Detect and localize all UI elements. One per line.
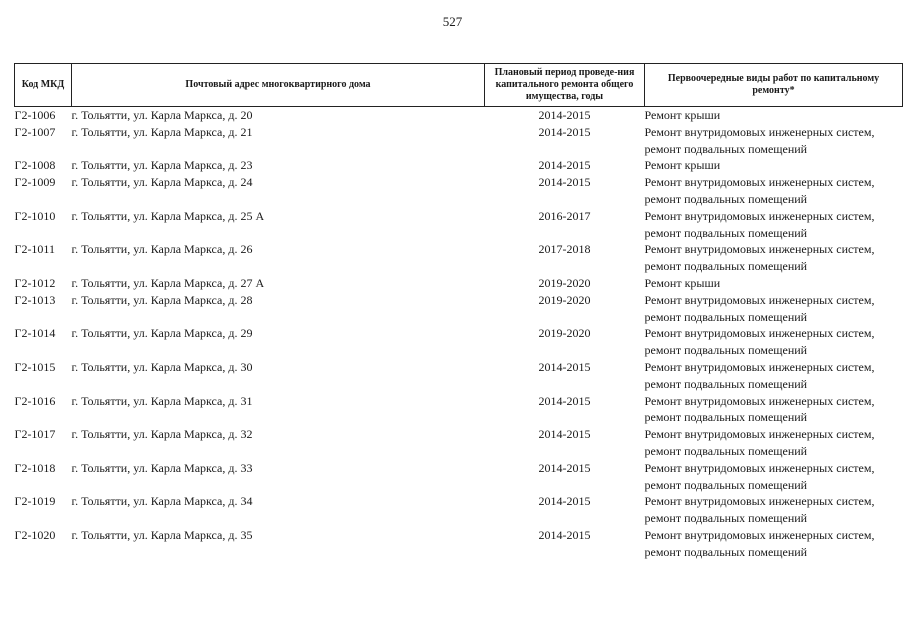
cell-period: 2014-2015 <box>538 393 591 408</box>
cell-address: г. Тольятти, ул. Карла Маркса, д. 33 <box>71 460 253 475</box>
works-line-2: ремонт подвальных помещений <box>644 443 808 458</box>
cell-address: г. Тольятти, ул. Карла Маркса, д. 34 <box>71 494 253 509</box>
cell-period: 2016-2017 <box>538 208 591 223</box>
cell-code: Г2-1019 <box>14 494 56 509</box>
works-line-1: Ремонт крыши <box>644 158 721 173</box>
cell-period: 2014-2015 <box>538 460 591 475</box>
table-row <box>15 493 903 527</box>
table-row <box>15 157 903 174</box>
table-row <box>15 292 903 326</box>
cell-code: Г2-1020 <box>14 527 56 542</box>
cell-address: г. Тольятти, ул. Карла Маркса, д. 20 <box>71 108 253 122</box>
cell-code: Г2-1009 <box>14 175 56 190</box>
table-row <box>15 527 903 561</box>
table-row <box>15 124 903 158</box>
cell-works <box>645 124 903 158</box>
cell-address: г. Тольятти, ул. Карла Маркса, д. 27 А <box>71 275 265 290</box>
table-header <box>15 64 903 107</box>
works-line-1: Ремонт внутридомовых инженерных систем, <box>644 494 875 509</box>
works-line-2: ремонт подвальных помещений <box>644 191 808 206</box>
cell-works <box>645 275 903 292</box>
works-line-1: Ремонт внутридомовых инженерных систем, <box>644 393 875 408</box>
works-line-2: ремонт подвальных помещений <box>644 511 808 526</box>
cell-works <box>645 460 903 494</box>
cell-code: Г2-1011 <box>14 242 55 257</box>
cell-address: г. Тольятти, ул. Карла Маркса, д. 29 <box>71 326 253 341</box>
works-line-1: Ремонт крыши <box>644 275 721 290</box>
cell-period: 2014-2015 <box>538 494 591 509</box>
cell-period: 2014-2015 <box>538 527 591 542</box>
cell-works <box>645 393 903 427</box>
works-line-1: Ремонт внутридомовых инженерных систем, <box>644 359 875 374</box>
header-address: Почтовый адрес многоквартирного дома <box>72 64 485 107</box>
cell-works <box>645 292 903 326</box>
cell-works <box>645 208 903 242</box>
cell-address: г. Тольятти, ул. Карла Маркса, д. 25 А <box>71 208 265 223</box>
works-line-1: Ремонт внутридомовых инженерных систем, <box>644 208 875 223</box>
cell-code: Г2-1010 <box>14 208 56 223</box>
cell-code: Г2-1006 <box>14 108 56 122</box>
capital-repair-table <box>14 63 903 561</box>
header-works: Первоочередные виды работ по капитальному ремонту* <box>645 64 903 107</box>
cell-period: 2014-2015 <box>538 158 591 173</box>
page-number: 527 <box>442 14 463 29</box>
cell-period: 2014-2015 <box>538 124 591 139</box>
cell-code: Г2-1014 <box>14 326 56 341</box>
works-line-1: Ремонт внутридомовых инженерных систем, <box>644 175 875 190</box>
table-row <box>15 359 903 393</box>
table-row <box>15 208 903 242</box>
works-line-2: ремонт подвальных помещений <box>644 343 808 358</box>
cell-works <box>645 325 903 359</box>
cell-period: 2014-2015 <box>538 427 591 442</box>
cell-works <box>645 241 903 275</box>
works-line-2: ремонт подвальных помещений <box>644 259 808 274</box>
cell-period: 2014-2015 <box>538 175 591 190</box>
table-row <box>15 460 903 494</box>
works-line-1: Ремонт внутридомовых инженерных систем, <box>644 292 875 307</box>
cell-code: Г2-1017 <box>14 427 56 442</box>
cell-address: г. Тольятти, ул. Карла Маркса, д. 32 <box>71 427 253 442</box>
works-line-1: Ремонт внутридомовых инженерных систем, <box>644 124 875 139</box>
works-line-1: Ремонт внутридомовых инженерных систем, <box>644 527 875 542</box>
works-line-2: ремонт подвальных помещений <box>644 141 808 156</box>
table-row <box>15 275 903 292</box>
cell-code: Г2-1016 <box>14 393 56 408</box>
cell-period: 2017-2018 <box>538 242 591 257</box>
cell-code: Г2-1007 <box>14 124 56 139</box>
header-code: Код МКД <box>15 64 72 107</box>
table-row <box>15 393 903 427</box>
cell-code: Г2-1018 <box>14 460 56 475</box>
cell-works <box>645 426 903 460</box>
cell-address: г. Тольятти, ул. Карла Маркса, д. 31 <box>71 393 253 408</box>
works-line-1: Ремонт внутридомовых инженерных систем, <box>644 326 875 341</box>
table-row <box>15 107 903 124</box>
cell-period: 2019-2020 <box>538 326 591 341</box>
cell-period: 2019-2020 <box>538 292 591 307</box>
cell-code: Г2-1008 <box>14 158 56 173</box>
cell-address: г. Тольятти, ул. Карла Маркса, д. 24 <box>71 175 253 190</box>
works-line-2: ремонт подвальных помещений <box>644 477 808 492</box>
table-row <box>15 426 903 460</box>
cell-address: г. Тольятти, ул. Карла Маркса, д. 26 <box>71 242 253 257</box>
table-row <box>15 174 903 208</box>
cell-code: Г2-1015 <box>14 359 56 374</box>
cell-works <box>645 527 903 561</box>
table-row <box>15 325 903 359</box>
works-line-2: ремонт подвальных помещений <box>644 410 808 425</box>
works-line-2: ремонт подвальных помещений <box>644 225 808 240</box>
works-line-1: Ремонт внутридомовых инженерных систем, <box>644 242 875 257</box>
works-line-2: ремонт подвальных помещений <box>644 309 808 324</box>
cell-works <box>645 174 903 208</box>
works-line-1: Ремонт внутридомовых инженерных систем, <box>644 460 875 475</box>
cell-address: г. Тольятти, ул. Карла Маркса, д. 35 <box>71 527 253 542</box>
works-line-2: ремонт подвальных помещений <box>644 376 808 391</box>
cell-works <box>645 157 903 174</box>
cell-code: Г2-1013 <box>14 292 56 307</box>
cell-address: г. Тольятти, ул. Карла Маркса, д. 21 <box>71 124 253 139</box>
cell-period: 2014-2015 <box>538 359 591 374</box>
cell-code: Г2-1012 <box>14 275 56 290</box>
cell-address: г. Тольятти, ул. Карла Маркса, д. 23 <box>71 158 253 173</box>
table-body <box>15 107 903 561</box>
cell-address: г. Тольятти, ул. Карла Маркса, д. 30 <box>71 359 253 374</box>
works-line-1: Ремонт крыши <box>644 108 721 122</box>
cell-works <box>645 107 903 124</box>
cell-works <box>645 493 903 527</box>
cell-period: 2014-2015 <box>538 108 591 122</box>
cell-period: 2019-2020 <box>538 275 591 290</box>
table-row <box>15 241 903 275</box>
cell-address: г. Тольятти, ул. Карла Маркса, д. 28 <box>71 292 253 307</box>
cell-works <box>645 359 903 393</box>
header-period: Плановый период проведе-ния капитального ремонта общего имущества, годы <box>485 64 645 107</box>
works-line-2: ремонт подвальных помещений <box>644 544 808 559</box>
works-line-1: Ремонт внутридомовых инженерных систем, <box>644 427 875 442</box>
